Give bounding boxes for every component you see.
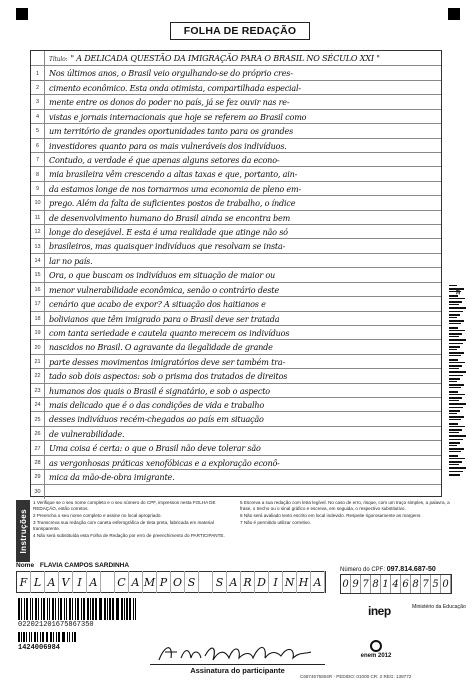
cpf-digit-box: 9 (351, 575, 361, 593)
essay-line (31, 138, 441, 152)
line-number: 20 (31, 340, 45, 354)
barcode-small (18, 632, 78, 642)
cpf-digit-box: 0 (341, 575, 351, 593)
essay-line-text: de desenvolvimento humano do Brasil ainda se encontra bem (49, 212, 291, 223)
essay-line-text: da estamos longe de nos tornarmos uma economia de pleno em- (49, 183, 302, 194)
essay-line-text: mente entre os donos do poder no país, já se fez ouvir nas re- (49, 97, 290, 108)
side-barcode-bar (449, 467, 466, 469)
essay-line-text: desses indivíduos recém-chegados ao país em situação (49, 414, 264, 425)
barcode-bar (62, 632, 63, 642)
side-barcode-bar (449, 355, 461, 356)
side-barcode-bar (449, 359, 458, 361)
line-number: 21 (31, 355, 45, 369)
essay-line-text: Nos últimos anos, o Brasil veio orgulhando-se do próprio cres- (49, 68, 293, 79)
side-barcode-bar (449, 413, 457, 414)
essay-line (31, 224, 441, 238)
participant-name-row (16, 562, 129, 569)
cpf-digit-box: 5 (431, 575, 441, 593)
essay-line (31, 195, 441, 209)
barcode-bar (34, 632, 36, 642)
essay-line-text: mais delicado que é o das condições de vida e trabalho (49, 400, 265, 411)
name-char-box (101, 571, 115, 593)
side-barcode-bar (449, 327, 458, 329)
barcode-bar (58, 632, 60, 642)
side-barcode-bar (449, 307, 466, 309)
line-number (31, 51, 45, 65)
short-code: 1424006984 (18, 644, 61, 652)
side-barcode-bar (449, 384, 464, 386)
essay-line (31, 484, 441, 498)
side-barcode-bar (449, 371, 466, 373)
side-barcode-bar (449, 336, 459, 337)
instruction-item: 7 Não é permitido utilizar corretivo. (240, 519, 311, 525)
form-title: FOLHA DE REDAÇÃO (170, 22, 310, 40)
barcode-bar (38, 598, 39, 620)
side-barcode-bar (449, 301, 462, 303)
side-barcode-bar (449, 474, 460, 476)
name-char-box: N (283, 571, 297, 593)
cpf-digit-box: 0 (441, 575, 451, 593)
essay-line-text: de vulnerabilidade. (49, 428, 125, 439)
side-barcode-bar (449, 461, 462, 463)
side-barcode-bar (449, 419, 461, 420)
barcode-bar (18, 632, 20, 642)
side-barcode-bar (449, 375, 463, 376)
name-char-box: S (213, 571, 227, 593)
side-barcode-bar (449, 317, 457, 318)
essay-line (31, 426, 441, 440)
side-barcode-bar (449, 397, 462, 399)
barcode-bar (133, 598, 134, 620)
line-number: 24 (31, 398, 45, 412)
barcode-bar (75, 598, 76, 620)
line-number: 10 (31, 196, 45, 210)
essay-line (31, 397, 441, 411)
essay-line-text: parte desses movimentos imigratórios deve ser também tra- (49, 356, 285, 367)
essay-line-text: humanos dos quais o Brasil é signatário, e sob o aspecto (49, 385, 270, 396)
essay-line-text: um território de grandes oportunidades tanto para os grandes (49, 126, 294, 137)
side-barcode-bar (449, 304, 459, 305)
barcode-bar (43, 598, 45, 620)
name-char-box: D (255, 571, 269, 593)
side-barcode-bar (449, 285, 457, 286)
instructions-left (33, 500, 233, 540)
barcode-bar (72, 598, 73, 620)
signature-line (150, 664, 325, 665)
enem-label: enem 2012 (360, 653, 392, 659)
side-barcode-bar (449, 349, 457, 350)
barcode-bar (121, 598, 123, 620)
barcode-bar (99, 598, 100, 620)
side-barcode-bar (449, 435, 466, 437)
title-label: Título: (49, 56, 68, 63)
barcode-bar (60, 598, 62, 620)
signature-caption: Assinatura do participante (190, 666, 285, 675)
name-char-box: A (227, 571, 241, 593)
barcode-bar (100, 598, 101, 620)
line-number: 9 (31, 182, 45, 196)
name-char-box: I (269, 571, 283, 593)
side-barcode-bar (449, 458, 465, 459)
line-number: 1 (31, 66, 45, 80)
essay-line-text: prego. Além da falta de suficientes postos de trabalho, o índice (49, 198, 296, 209)
barcode-bar (135, 598, 136, 620)
essay-line (31, 383, 441, 397)
essay-line (31, 109, 441, 123)
barcode-bar (24, 598, 25, 620)
essay-line (31, 296, 441, 310)
barcode-bar (77, 598, 79, 620)
barcode-bar (81, 598, 82, 620)
line-number: 15 (31, 268, 45, 282)
barcode-bar (126, 598, 127, 620)
registration-marker (16, 8, 28, 20)
instruction-item: 3 Transcreva sua redação com caneta esferográfica de tinta preta, fabricada em material transparente. (33, 519, 214, 532)
barcode-bar (46, 632, 47, 642)
footer-code: C6874675804R - PEDIDO: 01000 CR: 2 REG: 138772 (300, 674, 412, 679)
side-barcode-bar (449, 381, 457, 382)
side-barcode-bar (449, 339, 466, 341)
essay-line-text: mia brasileira vêm crescendo a altas taxas e que, portanto, ain- (49, 169, 298, 180)
side-barcode-bar (449, 295, 458, 297)
name-char-box: S (185, 571, 199, 593)
name-char-box: C (115, 571, 129, 593)
name-char-box: A (87, 571, 101, 593)
side-barcode-bar (449, 426, 465, 427)
barcode-bar (21, 632, 22, 642)
name-char-box: I (73, 571, 87, 593)
name-char-box: V (59, 571, 73, 593)
side-barcode-bar (449, 333, 462, 335)
essay-title: " A DELICADA QUESTÃO DA IMIGRAÇÃO PARA O BRASIL NO SÉCULO XXI " (70, 53, 380, 63)
barcode-bar (104, 598, 106, 620)
side-barcode-bar (449, 323, 461, 324)
cpf-label-row (340, 566, 436, 573)
barcode-bar (52, 598, 54, 620)
instruction-item: 5 Escreva a sua redação com letra legível. No caso de erro, risque, com um traço simples, a palavra, a frase, o trecho ou o sinal gráfico e escreva, em seguida, o respectivo substitutivo. (240, 500, 450, 512)
essay-line (31, 210, 441, 224)
name-char-box: A (45, 571, 59, 593)
essay-line-text: cimento econômico. Esta onda otimista, compartilhada especial- (49, 82, 301, 93)
essay-line-text: Uma coisa é certa: o que o Brasil não deve tolerar são (49, 443, 261, 454)
side-barcode-bar (449, 416, 464, 418)
signature-image (155, 640, 315, 666)
line-number: 17 (31, 297, 45, 311)
essay-line (31, 181, 441, 195)
enem-logo (356, 640, 396, 659)
essay-line (31, 325, 441, 339)
line-number: 3 (31, 95, 45, 109)
essay-sheet (30, 50, 442, 497)
barcode-bar (69, 598, 71, 620)
line-number: 12 (31, 225, 45, 239)
essay-line (31, 282, 441, 296)
barcode-bar (72, 632, 73, 642)
essay-line-text: mica da mão-de-obra imigrante. (49, 472, 175, 483)
essay-line (31, 80, 441, 94)
cpf-label: Número do CPF: (340, 567, 386, 573)
side-barcode-bar (449, 429, 462, 431)
essay-line (31, 455, 441, 469)
essay-line (31, 238, 441, 252)
cpf-digit-box: 8 (411, 575, 421, 593)
side-barcode-bar (449, 365, 462, 367)
name-char-box: P (157, 571, 171, 593)
line-number: 5 (31, 124, 45, 138)
essay-line-text: vistas e jornais internacionais que hoje se referem ao Brasil como (49, 111, 307, 122)
essay-line-text: Contudo, a verdade é que apenas alguns setores da econo- (49, 154, 280, 165)
enem-circle-icon (370, 640, 382, 652)
essay-line-text: com tanta seriedade e cautela quanto merecem os indivíduos (49, 327, 290, 338)
barcode (18, 598, 138, 620)
essay-line (31, 411, 441, 425)
essay-line (31, 469, 441, 483)
line-number: 27 (31, 441, 45, 455)
essay-line (31, 123, 441, 137)
essay-line (31, 368, 441, 382)
barcode-bar (49, 598, 50, 620)
barcode-bar (32, 598, 33, 620)
barcode-bar (117, 598, 118, 620)
barcode-bar (67, 632, 69, 642)
side-barcode-bar (449, 464, 459, 465)
inep-logo: inep (368, 604, 391, 618)
line-number: 19 (31, 326, 45, 340)
side-barcode-bar (449, 314, 460, 316)
barcode-bar (69, 632, 70, 642)
barcode-bar (41, 598, 42, 620)
side-barcode-bar (449, 394, 465, 395)
line-number: 6 (31, 139, 45, 153)
instruction-item: 2 Preencha o seu nome completo e assine no local apropriado. (33, 513, 162, 519)
barcode-bar (92, 598, 93, 620)
side-barcode-bar (449, 407, 463, 408)
barcode-bar (107, 598, 108, 620)
side-barcode-bar (449, 346, 460, 348)
barcode-bar (30, 598, 31, 620)
side-barcode-bar (449, 330, 465, 331)
registration-marker (448, 8, 460, 20)
essay-line-text: cenário que acabo de expor? A situação dos haitianos e (49, 299, 266, 310)
barcode-bar (42, 632, 44, 642)
side-barcode-bar (449, 423, 458, 425)
essay-line-text: lar no país. (49, 255, 93, 266)
barcode-bar (90, 598, 91, 620)
line-number: 7 (31, 153, 45, 167)
name-label: Nome (16, 562, 35, 569)
cpf-digit-box: 4 (391, 575, 401, 593)
essay-line (31, 354, 441, 368)
essay-line-text: investidores quanto para os mais vulneráveis dos indivíduos. (49, 140, 287, 151)
cpf-value: 097.814.687-50 (386, 566, 436, 573)
side-barcode-bar (449, 352, 464, 354)
line-number: 22 (31, 369, 45, 383)
name-char-box: A (311, 571, 325, 593)
side-barcode-bar (449, 298, 465, 299)
barcode-bar (64, 598, 65, 620)
name-char-box: F (17, 571, 31, 593)
barcode-bar (47, 598, 48, 620)
barcode-bar (18, 598, 20, 620)
line-number: 8 (31, 167, 45, 181)
barcode-bar (58, 598, 59, 620)
essay-line (31, 440, 441, 454)
instruction-item: 6 Não será avaliado texto escrito em local indevido. Respeite rigorosamente as margens. (240, 513, 422, 519)
barcode-bar (37, 632, 38, 642)
instructions-right (240, 500, 450, 527)
instruction-item: 1 Verifique se o seu nome completo e o seu número do CPF, impressos nesta FOLHA DE REDAÇÃO, estão corretos. (33, 500, 216, 512)
name-char-box: O (171, 571, 185, 593)
line-number: 30 (31, 485, 45, 499)
side-number: 16 (456, 288, 462, 295)
line-number: 13 (31, 239, 45, 253)
name-char-box (199, 571, 213, 593)
essay-line (31, 267, 441, 281)
side-barcode-bar (449, 343, 463, 344)
side-barcode-bar (449, 391, 458, 393)
side-barcode-bar (449, 378, 460, 380)
line-number: 11 (31, 211, 45, 225)
essay-title-line (31, 51, 441, 65)
essay-line-text (49, 485, 439, 499)
side-barcode-bar (449, 320, 464, 322)
essay-line (31, 339, 441, 353)
handwritten-cpf-field[interactable] (340, 574, 452, 594)
barcode-bar (40, 632, 41, 642)
barcode-bar (47, 632, 48, 642)
essay-line-text: nascidos no Brasil. O agravante da ilegalidade de grande (49, 342, 273, 353)
instruction-item: 4 Não será substituída esta Folha de Redação por erro de preenchimento do PARTICIPANTE. (33, 532, 225, 538)
barcode-bar (124, 598, 125, 620)
name-char-box: A (129, 571, 143, 593)
line-number: 18 (31, 312, 45, 326)
essay-line-text: tado sob dois aspectos: sob o prisma dos tratados de direitos (49, 371, 288, 382)
essay-line-text: longe do desejável. E esta é uma realidade que atinge não só (49, 227, 288, 238)
essay-line-text: brasileiros, mas quaisquer indivíduos que resolvam se insta- (49, 241, 286, 252)
side-barcode-bar (449, 432, 459, 433)
barcode-bar (129, 598, 131, 620)
barcode-bar (83, 598, 84, 620)
side-barcode-bar (449, 410, 460, 412)
instructions-label: Instruções (16, 500, 30, 562)
barcode-bar (21, 598, 22, 620)
name-char-box: R (241, 571, 255, 593)
cpf-digit-box: 8 (371, 575, 381, 593)
essay-line-text: as vergonhosas práticas xenofóbicas e a exploração econô- (49, 457, 280, 468)
barcode-bar (95, 598, 97, 620)
barcode-bar (87, 598, 89, 620)
side-barcode-bar (449, 445, 457, 446)
essay-line (31, 65, 441, 79)
essay-line (31, 152, 441, 166)
name-char-box: H (297, 571, 311, 593)
line-number: 25 (31, 412, 45, 426)
side-barcode-bar (449, 442, 460, 444)
cpf-digit-box: 7 (361, 575, 371, 593)
side-barcode-bar (449, 439, 463, 440)
barcode-bar (26, 598, 28, 620)
line-number: 4 (31, 110, 45, 124)
side-barcode-bar (449, 387, 461, 388)
side-barcode-bar (449, 455, 458, 457)
side-barcode-bar (449, 451, 461, 452)
barcode-bar (74, 632, 76, 642)
line-number: 2 (31, 81, 45, 95)
barcode-number: 02202120167586735​0 (18, 621, 94, 629)
barcode-bar (63, 632, 64, 642)
line-number: 26 (31, 427, 45, 441)
barcode-bar (116, 598, 117, 620)
barcode-bar (50, 632, 52, 642)
barcode-bar (112, 598, 114, 620)
line-number: 14 (31, 254, 45, 268)
barcode-bar (29, 632, 30, 642)
side-barcode-bar (449, 400, 459, 401)
essay-line-text: Ora, o que buscam os indivíduos em situação de maior ou (49, 270, 276, 281)
name-char-box: L (31, 571, 45, 593)
side-barcode-bar (449, 368, 459, 369)
cpf-digit-box: 1 (381, 575, 391, 593)
name-char-box: M (143, 571, 157, 593)
side-barcode-bar (449, 448, 464, 450)
barcode-bar (26, 632, 28, 642)
barcode-bar (53, 632, 54, 642)
line-number: 16 (31, 283, 45, 297)
ministry-label: Ministério da Educação (412, 604, 466, 610)
line-number: 29 (31, 470, 45, 484)
barcode-bar (109, 598, 110, 620)
side-barcode-bar (449, 471, 463, 472)
essay-line (31, 253, 441, 267)
cpf-digit-box: 6 (401, 575, 411, 593)
barcode-bar (23, 632, 24, 642)
handwritten-name-field[interactable] (16, 571, 326, 593)
line-number: 23 (31, 384, 45, 398)
line-number: 28 (31, 456, 45, 470)
barcode-bar (66, 598, 67, 620)
essay-line-text: menor vulnerabilidade econômica, senão o contrário deste (49, 284, 279, 295)
essay-line-text: bolivianos que têm imigrado para o Brasil deve ser tratada (49, 313, 280, 324)
side-barcode-bar (449, 362, 465, 363)
barcode-bar (31, 632, 32, 642)
participant-name: FLAVIA CAMPOS SARDINHA (39, 562, 130, 569)
side-barcode-bar (449, 311, 463, 312)
barcode-bar (56, 632, 57, 642)
barcode-bar (55, 598, 56, 620)
cpf-digit-box: 7 (421, 575, 431, 593)
essay-line (31, 166, 441, 180)
essay-line (31, 311, 441, 325)
barcode-bar (35, 598, 37, 620)
essay-line (31, 94, 441, 108)
side-barcode-bar (449, 403, 466, 405)
side-barcode (449, 285, 467, 480)
